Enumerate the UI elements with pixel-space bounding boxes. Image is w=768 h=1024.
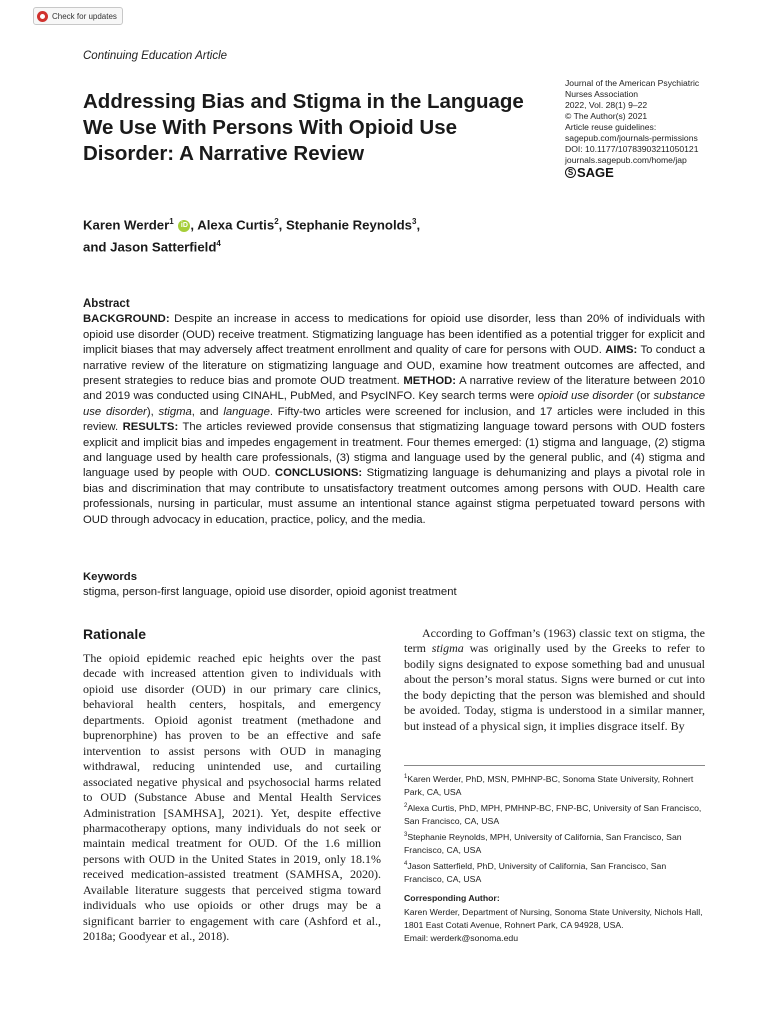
abstract-label-method: METHOD:	[403, 375, 457, 388]
abstract-results: The articles reviewed provide consensus that stigmatizing language toward persons with OUD fosters explicit and implicit bias and impedes engagement in treatment. Four themes emerged: (1) stigma and language, (2) stigma and language used by health care professionals, (3) stigma and language used by the general public, and (4) stigma and language used by people with OUD.	[83, 421, 705, 480]
emphasized-term: stigma	[431, 641, 464, 656]
journal-copyright: © The Author(s) 2021	[565, 111, 648, 121]
author-name: Karen Werder	[83, 217, 170, 233]
corresponding-author-heading: Corresponding Author:	[404, 893, 500, 904]
check-for-updates-badge[interactable]	[33, 7, 123, 25]
author-list: Karen Werder$^1$ iD , Alexa Curtis$^2$, Stephanie Reynolds$^3$, and Jason Satterfield$^4$	[83, 217, 421, 255]
author-name: Alexa Curtis	[197, 217, 275, 233]
doi-link[interactable]: DOI: 10.1177/10783903211050121	[565, 144, 699, 154]
sage-circle-icon: S	[565, 167, 576, 178]
check-updates-icon	[37, 11, 48, 22]
journal-homepage-link[interactable]: journals.sagepub.com/home/jap	[565, 155, 687, 165]
affiliation-footnote	[404, 800, 705, 828]
abstract-body	[83, 312, 705, 528]
footnotes	[404, 771, 705, 946]
abstract-method: ),	[146, 405, 154, 418]
abstract-label-results: RESULTS:	[122, 421, 179, 434]
affiliation-footnote	[404, 829, 705, 857]
section-heading-rationale: Rationale	[83, 626, 147, 642]
abstract-label-conclusions: CONCLUSIONS:	[274, 467, 363, 480]
footnote-text: Karen Werder, PhD, MSN, PMHNP-BC, Sonoma State University, Rohnert Park, CA, USA	[404, 773, 694, 798]
publisher-name: SAGE	[577, 165, 614, 180]
affiliation-footnote	[404, 771, 705, 799]
footnote-divider	[404, 765, 705, 766]
abstract	[83, 297, 705, 528]
affiliation-footnote	[404, 858, 705, 886]
body-paragraph	[404, 626, 705, 734]
abstract-aims: To conduct a narrative review of the literature on stigmatizing language and OUD, examine how treatment outcomes are affected, and present strategies to reduce bias and promote OUD treatment.	[83, 344, 706, 388]
author-affiliation-marker: 4	[216, 239, 221, 249]
article-type: Continuing Education Article	[83, 50, 228, 62]
abstract-heading: Abstract	[83, 298, 130, 310]
author-name: Jason Satterfield	[110, 239, 217, 255]
reuse-link[interactable]: sagepub.com/journals-permissions	[565, 133, 698, 143]
keywords	[83, 570, 705, 600]
abstract-method: (or	[636, 390, 651, 403]
corresponding-author-email[interactable]: Email: werderk@sonoma.edu	[404, 933, 519, 944]
article-title: Addressing Bias and Stigma in the Language We Use With Persons With Opioid Use Disorder: A Narrative Review	[83, 90, 524, 165]
footnote-text: Jason Satterfield, PhD, University of California, San Francisco, San Francisco, CA, USA	[404, 860, 667, 885]
search-term: opioid use disorder	[537, 390, 634, 403]
footnote-text: Alexa Curtis, PhD, MPH, PMHNP-BC, FNP-BC, University of San Francisco, San Francisco, CA, USA	[404, 802, 702, 827]
corresponding-author-address: Karen Werder, Department of Nursing, Sonoma State University, Nichols Hall, 1801 East Cotati Avenue, Rohnert Park, CA 94928, USA.	[404, 906, 703, 931]
journal-info	[565, 78, 735, 178]
footnote-marker: 4	[404, 860, 408, 867]
author-affiliation-marker: 1	[169, 217, 174, 226]
author-affiliation-marker: 3	[412, 217, 417, 226]
abstract-label-background: BACKGROUND:	[83, 313, 170, 326]
search-term: substance use disorder	[83, 390, 705, 418]
footnote-marker: 1	[404, 774, 408, 780]
abstract-conclusions: Stigmatizing language is dehumanizing and plays a pivotal role in bias and discrimination that may contribute to unsatisfactory treatment outcomes among persons with OUD. Health care professionals, nursing in particular, must assume an intentional stance against stigma perpetuated toward persons with OUD through advocacy in education, practice, policy, and the media.	[83, 467, 705, 526]
abstract-method: , and	[191, 405, 219, 418]
abstract-method: A narrative review of the literature between 2010 and 2019 was conducted using CINAHL, PubMed, and PsycINFO. Key search terms were	[83, 375, 705, 403]
search-term: stigma	[158, 405, 192, 418]
abstract-label-aims: AIMS:	[605, 344, 638, 357]
search-term: language	[223, 405, 270, 418]
body-paragraph: The opioid epidemic reached epic heights over the past decade with increased attention given to individuals with opioid use disorder (OUD) in our primary care clinics, behavioral health centers, hospitals, and emergency departments. Opioid agonist treatment (methadone and buprenorphine) has proven to be an effective and safe intervention to assist persons with OUD in managing withdrawal, reducing unintended use, and curtailing associated negative physical and psychosocial harms related to OUD (Substance Abuse and Mental Health Services Administration [SAMHSA], 2021). Yet, despite effective pharmacotherapy options, many individuals do not seek or maintain medical treatment for OUD. Of the 1.6 million persons with OUD in the United States in 2019, only 18.1% received medication-assisted treatment (SAMHSA, 2020). Available literature suggests that perceived stigma toward individuals who use opioids or other drugs may be a significant barrier to engagement with care (Ashford et al., 2018a; Goodyear et al., 2018).	[83, 651, 381, 944]
journal-volume: 2022, Vol. 28(1) 9–22	[565, 100, 648, 110]
body-column-right	[404, 626, 705, 734]
footnote-text: Stephanie Reynolds, MPH, University of California, San Francisco, San Francisco, CA, USA	[404, 831, 682, 856]
body-text: was originally used by the Greeks to refer to bodily signs designated to expose something bad and unusual about the person’s moral status. Signs were burned or cut into the body depicting that the person was blemished and should be avoided. Today, stigma is understood in a similar manner, but instead of a physical sign, it implies disgrace itself. By	[404, 641, 706, 733]
journal-name-line2: Nurses Association	[565, 89, 639, 99]
abstract-method: . Fifty-two articles were screened for inclusion, and 17 articles were included in this review.	[83, 405, 706, 434]
body-column-left	[83, 651, 381, 945]
corresponding-author	[404, 892, 705, 945]
orcid-icon[interactable]: iD	[178, 220, 190, 232]
author-name: Stephanie Reynolds	[285, 217, 413, 233]
keywords-heading: Keywords	[83, 571, 137, 583]
check-for-updates-label: Check for updates	[52, 11, 117, 21]
reuse-label: Article reuse guidelines:	[565, 122, 657, 132]
journal-name-line1: Journal of the American Psychiatric	[565, 78, 700, 88]
abstract-background: Despite an increase in access to medications for opioid use disorder, less than 20% of individuals with opioid use disorder (OUD) receive treatment. Stigmatizing language has been identified as a potential trigger for explicit and implicit biases that may adversely affect treatment enrollment and quality of care for persons with OUD.	[83, 313, 706, 357]
sage-logo	[565, 167, 735, 178]
body-text: According to Goffman’s (1963) classic text on stigma, the term	[404, 626, 705, 656]
author-conjunction: and	[83, 239, 107, 255]
keywords-list: stigma, person-first language, opioid use disorder, opioid agonist treatment	[83, 586, 457, 598]
footnote-marker: 3	[404, 831, 408, 838]
footnote-marker: 2	[404, 802, 408, 809]
author-affiliation-marker: 2	[274, 217, 279, 226]
